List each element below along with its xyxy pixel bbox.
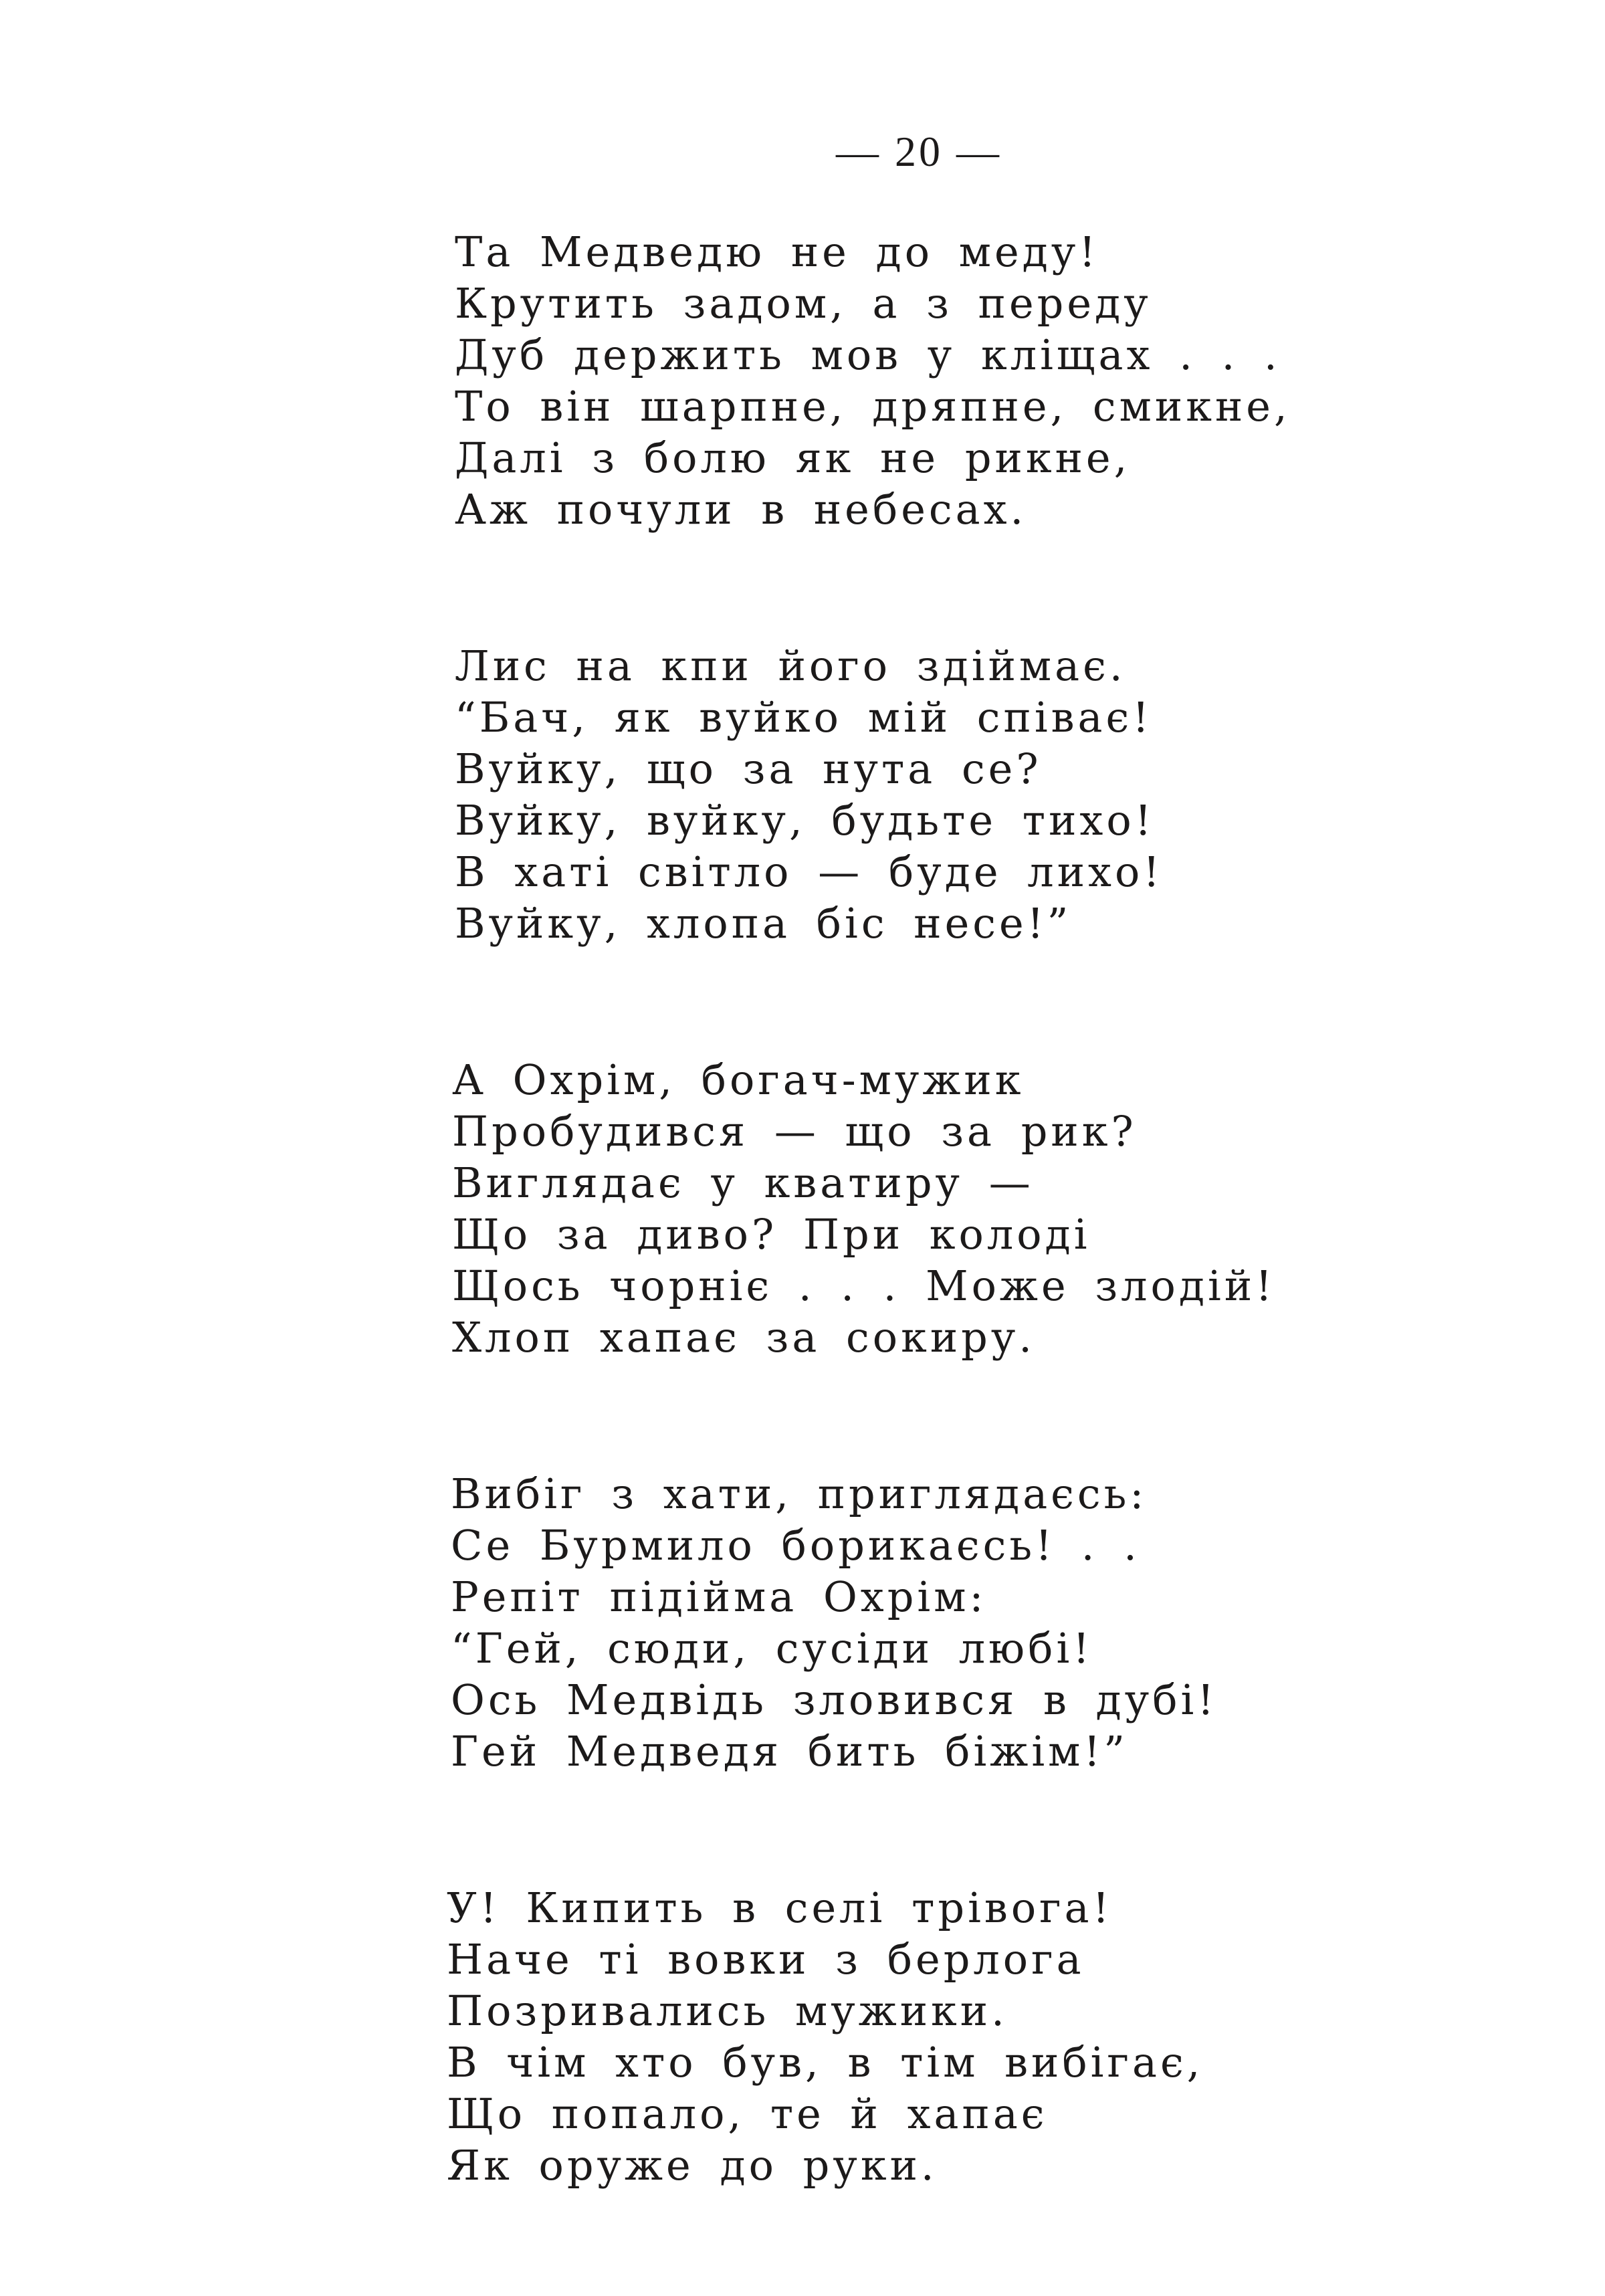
poem-line: Хлоп хапає за сокиру. <box>452 1313 1036 1362</box>
poem-line: “Гей, сюди, сусіди любі! <box>451 1624 1093 1673</box>
stanza <box>455 640 1364 949</box>
poem-line: Виглядає у кватиру — <box>452 1158 1034 1207</box>
poem-line: Крутить задом, а з переду <box>455 279 1152 328</box>
poem-line: Що за диво? При колоді <box>452 1210 1091 1259</box>
poem-line: Що попало, те й хапає <box>447 2089 1048 2138</box>
poem-line: Лис на кпи його здіймає. <box>455 641 1126 690</box>
poem-line: В чім хто був, в тім вибігає, <box>447 2038 1204 2087</box>
poem-text <box>447 226 1364 2296</box>
poem-line: Та Медведю не до меду! <box>455 227 1099 276</box>
poem-line: Далі з болю як не рикне, <box>455 433 1131 482</box>
poem-line: То він шарпне, дряпне, смикне, <box>455 382 1291 431</box>
poem-line: Наче ті вовки з берлога <box>447 1935 1085 1984</box>
stanza <box>451 1468 1364 1777</box>
poem-line: Як оруже до руки. <box>447 2141 938 2190</box>
poem-line: Вуйку, хлопа біс несе!” <box>455 899 1072 948</box>
poem-line: Пробудився — що за рик? <box>452 1107 1137 1156</box>
poem-line: А Охрім, богач-мужик <box>452 1055 1025 1104</box>
stanza <box>455 226 1364 535</box>
poem-line: Вибіг з хати, приглядаєсь: <box>451 1469 1148 1518</box>
poem-line: “Бач, як вуйко мій співає! <box>455 693 1153 742</box>
poem-line: Дуб держить мов у кліщах . . . <box>455 330 1281 379</box>
poem-line: Репіт підійма Охрім: <box>451 1572 987 1621</box>
poem-line: Щось чорніє . . . Може злодій! <box>452 1261 1276 1310</box>
poem-line: Вуйку, що за нута се? <box>455 744 1042 793</box>
poem-line: Ось Медвідь зловився в дубі! <box>451 1675 1218 1724</box>
poem-line: Аж почули в небесах. <box>455 485 1027 534</box>
page-number: — 20 — <box>836 128 1002 175</box>
stanza <box>452 1054 1364 1363</box>
poem-line: Позривались мужики. <box>447 1986 1008 2035</box>
poem-line: Гей Медведя бить біжім!” <box>451 1727 1128 1776</box>
poem-line: Вуйку, вуйку, будьте тихо! <box>455 796 1155 845</box>
poem-line: У! Кипить в селі трівога! <box>447 1883 1113 1932</box>
poem-line: В хаті світло — буде лихо! <box>455 847 1164 896</box>
stanza <box>447 1882 1364 2191</box>
poem-line: Се Бурмило борикаєсь! . . <box>451 1521 1140 1570</box>
